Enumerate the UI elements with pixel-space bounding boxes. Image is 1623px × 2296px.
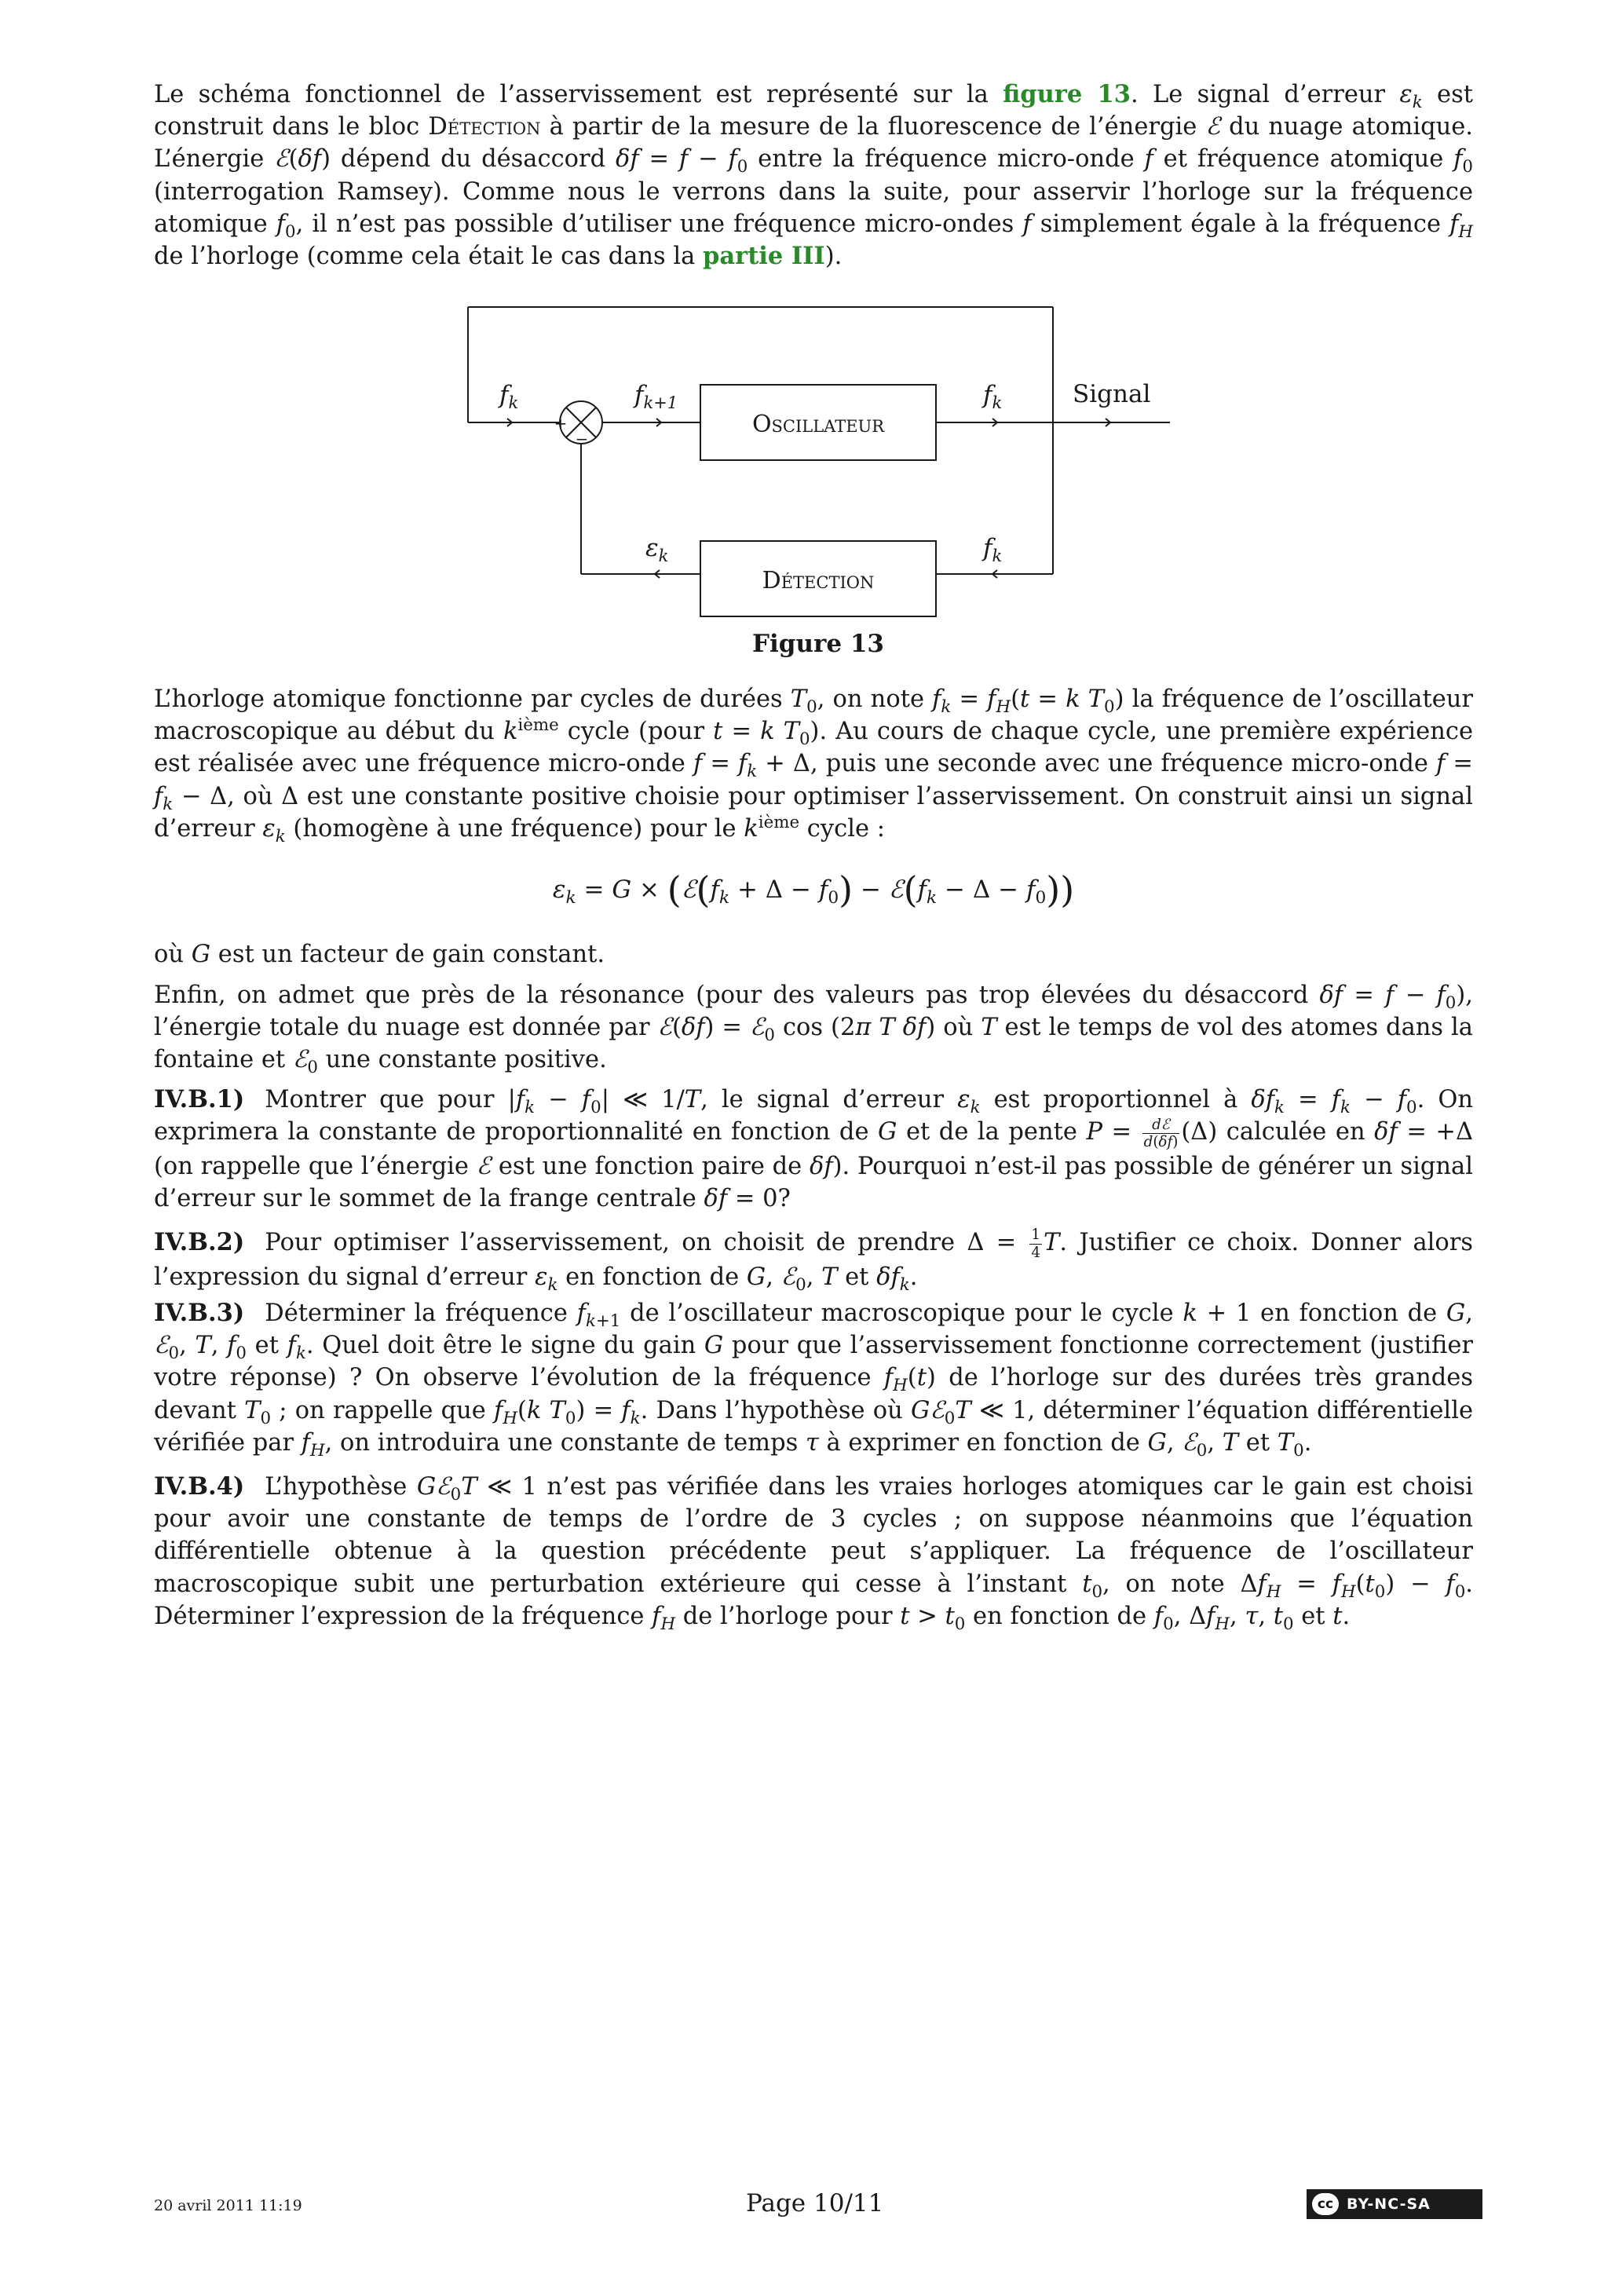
cc-license-badge[interactable] <box>1307 2189 1482 2219</box>
signal-label: Signal <box>1073 380 1151 408</box>
partie-iii-link[interactable]: partie III <box>703 242 825 271</box>
license-label: BY-NC-SA <box>1347 2195 1431 2213</box>
question-ivb3: IV.B.3) Déterminer la fréquence $f_{k+1}$ de l’oscillateur macroscopique pour le cycle k + 1 en fonction de G, ℰ$_0$, T, $f_0$ et $f_k$. Quel doit être le signe du gain G pour que l’asservissement fonctionne correctement (justifier votre réponse) ? On observe l’évolution de la fréquence $f_H(t)$ de l’horloge sur des durées très grandes devant $T_0$ ; on rappelle que $f_H(k$ $T_0) = f_k$. Dans l’hypothèse où Gℰ$_0$T ≪ 1, déterminer l’équation différentielle vérifiée par $f_H$, on introduira une constante de temps τ à exprimer en fonction de G, ℰ$_0$, T et $T_0$. <box>154 1299 1473 1461</box>
creative-commons-icon: cc <box>1312 2193 1339 2215</box>
cycle-paragraph: L’horloge atomique fonctionne par cycles de durées $T_0$, on note $f_k = f_H(t = k$ $T_0$) la fréquence de l’oscillateur macroscopique au début du $k^{ième}$ cycle (pour t = k $T_0$). Au cours de chaque cycle, une première expérience est réalisée avec une fréquence micro-onde $f = f_k + \Delta$, puis une seconde avec une fréquence micro-onde $f = f_k - \Delta$, où Δ est une constante positive choisie pour optimiser l’asservissement. On construit ainsi un signal d’erreur $\varepsilon_k$ (homogène à une fréquence) pour le $k^{ième}$ cycle : <box>154 686 1473 846</box>
feedback-freq-label: $f_k$ <box>983 534 1003 565</box>
question-ivb4: IV.B.4) L’hypothèse Gℰ$_0$T ≪ 1 n’est pas vérifiée dans les vraies horloges atomiques car le gain est choisi pour avoir une constante de temps de l’ordre de 3 cycles ; on suppose néanmoins que l’équation différentielle obtenue à la question précédente peut s’appliquer. La fréquence de l’oscillateur macroscopique subit une perturbation extérieure qui cesse à l’instant $t_0$, on note $\Delta f_H = f_H(t_0) - f_0$. Déterminer l’expression de la fréquence $f_H$ de l’horloge pour $t > t_0$ en fonction de $f_0$, $\Delta f_H$, τ, $t_0$ et t. <box>154 1472 1473 1634</box>
input-freq-label: $f_k$ <box>499 381 519 412</box>
energy-paragraph: Enfin, on admet que près de la résonance (pour des valeurs pas trop élevées du désaccord $\delta f = f - f_0$), l’énergie totale du nuage est donnée par ℰ(δf) = ℰ$_0$ cos (2π T δf) où T est le temps de vol des atomes dans la fontaine et ℰ$_0$ une constante positive. <box>154 982 1473 1078</box>
figure-13-link[interactable]: figure 13 <box>1003 80 1131 108</box>
footer-date: 20 avril 2011 11:19 <box>154 2197 302 2214</box>
question-ivb1: IV.B.1) Montrer que pour $|f_k - f_0|$ ≪ 1/T, le signal d’erreur $\varepsilon_k$ est proportionnel à $\delta f_k = f_k - f_0$. On exprimera la constante de proportionnalité en fonction de G et de la pente P = $\frac{\text{dℰ}}{d(\delta f)}$ (Δ) calculée en δf = +Δ (on rappelle que l’énergie ℰ est une fonction paire de δf). Pourquoi n’est-il pas possible de générer un signal d’erreur sur le sommet de la frange centrale δf = 0? <box>154 1085 1474 1212</box>
oscillator-label: Oscillateur <box>751 411 885 438</box>
next-freq-label: $f_{k+1}$ <box>634 381 678 412</box>
footer-page-number: Page 10/11 <box>746 2189 884 2217</box>
figure-caption: Figure 13 <box>752 630 884 658</box>
intro-paragraph: Le schéma fonctionnel de l’asservissement est représenté sur la figure 13. Le signal d’erreur $\varepsilon_k$ est construit dans le bloc Détection à partir de la mesure de la fluorescence de l’énergie ℰ du nuage atomique. L’énergie ℰ(δf) dépend du désaccord $\delta f = f - f_0$ entre la fréquence micro-onde f et fréquence atomique $f_0$ (interrogation Ramsey). Comme nous le verrons dans la suite, pour asservir l’horloge sur la fréquence atomique $f_0$, il n’est pas possible d’utiliser une fréquence micro-ondes f simplement égale à la fréquence $f_H$ de l’horloge (comme cela était le cas dans la partie III). <box>154 80 1474 271</box>
output-freq-label: $f_k$ <box>983 381 1003 412</box>
error-signal-equation: $\varepsilon_k = G$ × ($ℰ(f_k + \Delta - f_0)$ − $ℰ(f_k - \Delta - f_0)$) <box>552 868 1075 911</box>
plus-sign: + <box>554 414 568 433</box>
error-signal-label: $\varepsilon_k$ <box>645 534 669 565</box>
gain-paragraph: où G est un facteur de gain constant. <box>154 941 605 968</box>
detection-label: Détection <box>762 567 875 594</box>
figure-13-diagram <box>0 0 1623 675</box>
minus-sign: − <box>575 430 589 448</box>
question-ivb2: IV.B.2) Pour optimiser l’asservissement, on choisit de prendre Δ = $\frac{1}{4}$ T. Justifier ce choix. Donner alors l’expression du signal d’erreur $\varepsilon_k$ en fonction de G, ℰ$_0$, T et $\delta f_k$. <box>154 1227 1473 1295</box>
